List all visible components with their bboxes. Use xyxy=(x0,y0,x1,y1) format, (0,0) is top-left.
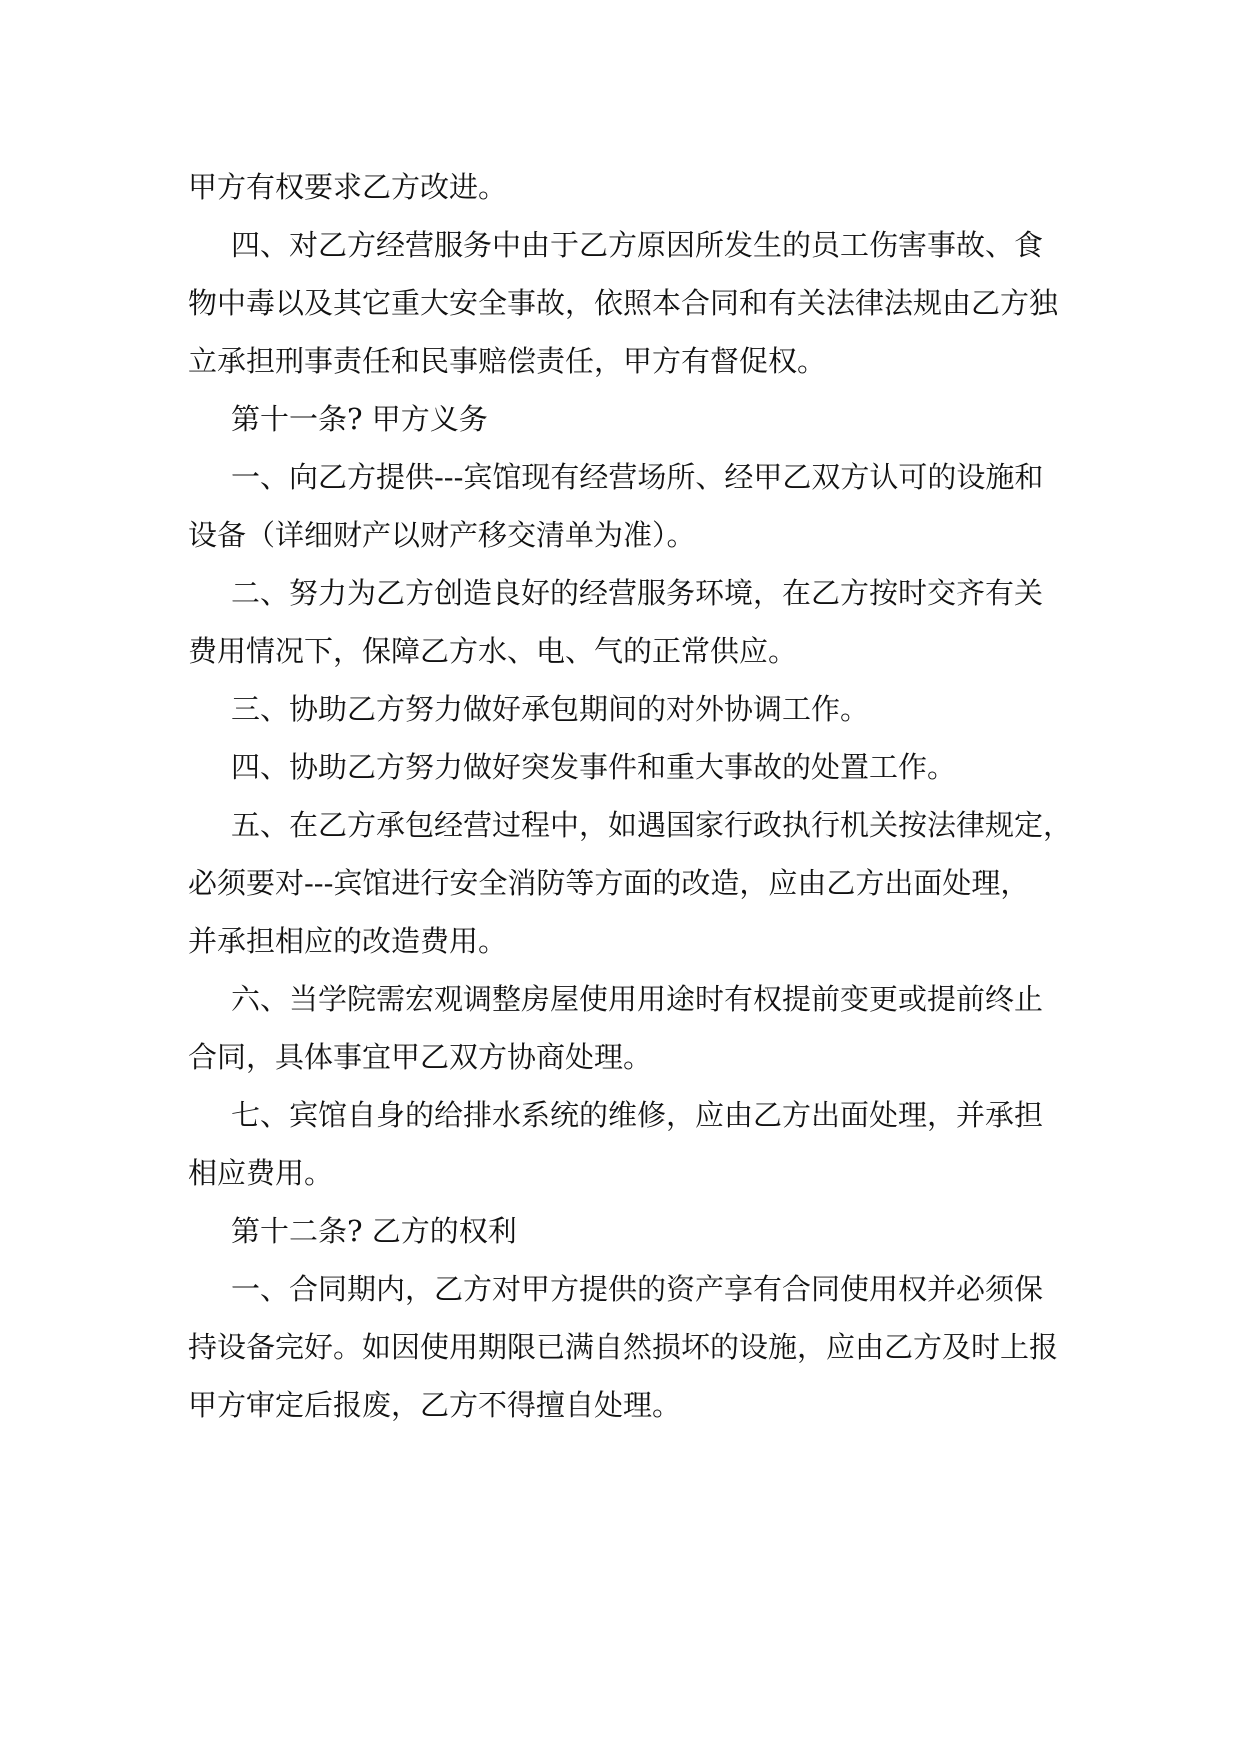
text-line: 二、努力为乙方创造良好的经营服务环境，在乙方按时交齐有关 xyxy=(231,576,1044,610)
text-line: 一、合同期内，乙方对甲方提供的资产享有合同使用权并必须保 xyxy=(231,1272,1044,1306)
text-line: 七、宾馆自身的给排水系统的维修，应由乙方出面处理，并承担 xyxy=(231,1098,1044,1132)
text-line: 合同，具体事宜甲乙双方协商处理。 xyxy=(188,1040,653,1074)
text-line: 费用情况下，保障乙方水、电、气的正常供应。 xyxy=(188,634,798,668)
text-line: 四、协助乙方努力做好突发事件和重大事故的处置工作。 xyxy=(231,750,957,784)
text-line: 甲方审定后报废，乙方不得擅自处理。 xyxy=(188,1388,682,1422)
text-line: 相应费用。 xyxy=(188,1156,334,1190)
text-line: 四、对乙方经营服务中由于乙方原因所发生的员工伤害事故、食 xyxy=(231,228,1044,262)
article-heading: 第十二条? 乙方的权利 xyxy=(231,1214,517,1248)
text-line: 六、当学院需宏观调整房屋使用用途时有权提前变更或提前终止 xyxy=(231,982,1044,1016)
text-line: 一、向乙方提供---宾馆现有经营场所、经甲乙双方认可的设施和 xyxy=(231,460,1044,494)
text-line: 持设备完好。如因使用期限已满自然损坏的设施，应由乙方及时上报 xyxy=(188,1330,1059,1364)
text-line: 必须要对---宾馆进行安全消防等方面的改造，应由乙方出面处理， xyxy=(188,866,1030,900)
text-line: 物中毒以及其它重大安全事故，依照本合同和有关法律法规由乙方独 xyxy=(188,286,1059,320)
document-body xyxy=(188,158,1073,1434)
text-line: 甲方有权要求乙方改进。 xyxy=(188,170,508,204)
text-line: 立承担刑事责任和民事赔偿责任，甲方有督促权。 xyxy=(188,344,827,378)
text-line: 并承担相应的改造费用。 xyxy=(188,924,508,958)
text-line: 设备（详细财产以财产移交清单为准）。 xyxy=(188,518,696,552)
article-heading: 第十一条? 甲方义务 xyxy=(231,402,488,436)
text-line: 三、协助乙方努力做好承包期间的对外协调工作。 xyxy=(231,692,870,726)
text-line: 五、在乙方承包经营过程中，如遇国家行政执行机关按法律规定， xyxy=(231,808,1073,842)
